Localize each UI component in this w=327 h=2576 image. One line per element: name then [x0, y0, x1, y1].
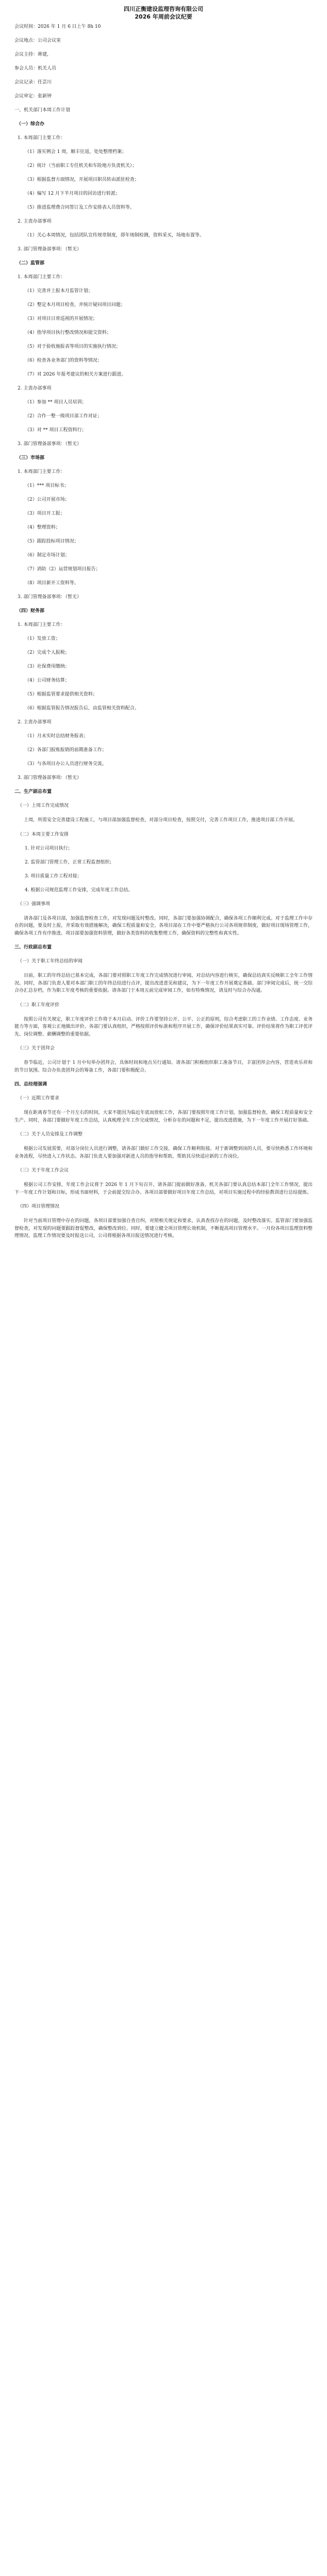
list-item: （2）公司开展市场； — [25, 497, 70, 502]
meeting-attendees — [14, 65, 313, 72]
section-department-plans — [14, 107, 313, 782]
dept-heading: （三）市场部 — [17, 455, 45, 461]
list-item: （1）*** 项目标书； — [25, 483, 69, 488]
section-heading: 三、行政副总布置 — [14, 945, 52, 950]
list-item: （3）根据监督方面情况，开展项目职员转由派驻检查； — [25, 177, 139, 182]
paragraph: 按照公司有关规定，职工年度评价工作将于本月启动。评价工作要坚持公开、公平、公正的原则，综合考虑职工的工作业绩、工作态度、业务能力等方面，客观公正地做出评价。各部门要认真组织，严格按照评价标准和程序开展工作，确保评价结果真实可靠。评价结果将作为职工评优评先、岗位调整、薪酬调整的重要依据。 — [14, 1016, 313, 1037]
list-item: 3. 项目质量工作工程对接； — [25, 873, 82, 879]
dept-subheading: 1. 本周部门主要工作： — [18, 469, 66, 474]
list-item: （1）发放工资； — [25, 636, 60, 641]
subsection-heading: （三）关于团拜会 — [18, 1046, 55, 1051]
list-item: （1）关心本周情况，包括团队宣传规章制度，即年规制检测，资料采买，场地布置等。 — [25, 233, 204, 238]
company-name: 四川正衡建设监理咨询有限公司 — [124, 6, 203, 12]
list-item: （2）各部门报账报销的前期准备工作； — [25, 748, 107, 753]
list-item: （3）对项目日常巡视的开展情况； — [25, 316, 97, 321]
list-item: （2）合作一整一级项目部工作对证； — [25, 414, 102, 419]
subsection-heading: （三）强调事项 — [18, 901, 51, 907]
meeting-minutes-page — [14, 5, 313, 1247]
dept-subheading: 3. 部门管理备部事项：（暂无） — [18, 442, 81, 447]
dept-heading: （四）财务部 — [17, 608, 45, 614]
list-item: （5）推进监理费合同签订及工作安排表人员资料等。 — [25, 205, 135, 210]
list-item: （1）落实例会 1 周，顺丰往返，处处整理档案； — [25, 149, 127, 155]
dept-subheading: 3. 部门管理备部事项：（暂无） — [18, 775, 81, 781]
dept-subheading: 1. 本周部门主要工作： — [18, 622, 66, 628]
list-item: （3）与各项目办公人员进行财务交流。 — [25, 761, 107, 767]
attendees-value: 机关人员 — [38, 66, 57, 71]
meeting-host: 会议主持：蒋建， — [14, 52, 52, 57]
list-item: （3）社保费用缴纳； — [25, 664, 70, 669]
list-item: （3）对 ** 项目工程资料行； — [25, 428, 87, 433]
list-item: （7）消防（2）运营规划项目报告； — [25, 567, 101, 572]
paragraph: 针对当前项目管理中存在的问题，各项目部要加强自查自纠，对照相关规定和要求，认真查找存在的问题，及时整改落实。监管部门要加强监督检查，对发现的问题要跟踪督促整改，确保整改到位。同时，要建立健全项目管理长效机制，不断提高项目管理水平。一月份各项目监理资料整理情况、监理工作情况要及时报送公司，公司将根据各项目报送情况进行考核。 — [14, 1218, 313, 1239]
list-item: （5）根据监管要求提供相关资料； — [25, 692, 97, 697]
paragraph: 根据公司发展需要，对部分岗位人员进行调整，请各部门做好工作交接，确保工作顺利衔接。对于新调整到岗的人员，要尽快熟悉工作环境和业务流程，尽快进入工作状态。各部门负责人要加强对新进人员的指导和帮助，帮助其尽快适应新的工作岗位。 — [14, 1146, 313, 1159]
paragraph: 上周，所需安全完善建设工程施工，与项目部加强监督检查，对部分项目检查，按照交付，完善工作项目工作，推进项目部工作开展。 — [24, 818, 298, 823]
list-item: （6）检查各业务部门的资料等情况； — [25, 358, 102, 363]
subsection-heading: （一）上周工作完成情况 — [18, 803, 69, 808]
list-item: （4）公司财务结算； — [25, 678, 70, 683]
subsection-heading: （二）职工年度评价 — [18, 1002, 60, 1008]
attendees-label: 参会人员： — [14, 66, 38, 71]
list-item: （5）跟踪投标项目情况； — [25, 539, 79, 544]
paragraph: 目前，职工的年终总结已基本完成，各部门要对照职工年度工作完成情况进行审阅，对总结内容进行核实，确保总结真实反映职工全年工作情况。同时，各部门负责人要对本部门职工的年终总结进行点评，提出改进意见和建议，为下一年度工作开展奠定基础。部门审阅完成后，统一交综合办汇总存档，作为职工年度考核的重要依据。请各部门于本周五前完成审阅工作，如有特殊情况，请及时与综合办沟通。 — [14, 973, 313, 993]
list-item: 1. 针对公司项目执行； — [25, 845, 73, 851]
paragraph: 请各部门及各项目部，加强监督检查工作，对发现问题及时整改。同时，各部门要加强协调配合，确保各项工作顺利完成。对于监理工作中存在的问题，要及时上报，并采取有效措施解决，确保工程质量和安全。各项目部在工作中要严格执行公司各项规章制度，做好项目现场管理工作，确保各项工作有序推进。项目部要加强资料管理，做好各类资料的收集整理工作，确保资料的完整性和真实性。 — [14, 916, 313, 936]
section-admin-deputy — [14, 944, 313, 1074]
dept-subheading: 2. 主责办部事项 — [18, 386, 52, 391]
document-title: 2026 年周前会议纪要 — [135, 13, 192, 20]
list-item: （8）项目新开工资料等。 — [25, 581, 79, 586]
subsection-heading: （三）关于年度工作会议 — [18, 1168, 69, 1173]
subsection-heading: （二）本周主要工作安排 — [18, 832, 69, 837]
list-item: （3）项目开工报； — [25, 511, 65, 516]
list-item: （6）制定市场计划； — [25, 553, 70, 558]
dept-subheading: 3. 部门管理备部事项：（暂无） — [18, 595, 81, 600]
list-item: （2）统计（当前职工专任机关和车险地方负责机关）； — [25, 163, 137, 168]
subsection-heading: （二）关于人员安排及工作调整 — [18, 1132, 83, 1137]
paragraph: 春节临近，公司计划于 1 月中旬举办团拜会，具体时间和地点另行通知。请各部门积极组织职工准备节目，丰富团拜会内容，营造欢乐祥和的节日氛围。综合办负责团拜会的筹备工作，各部门要积极配合。 — [14, 1060, 313, 1073]
list-item: （1）完善并上报本月监管计划； — [25, 289, 93, 294]
meeting-reviewer: 会议审定：张新钟 — [14, 94, 52, 99]
meeting-place: 会议地点：公司会议室 — [14, 38, 61, 43]
list-item: 4. 根据公司规范监理工作安排，完成年度工作总结。 — [25, 887, 133, 893]
section-heading: 四、总经理强调 — [14, 1082, 47, 1087]
list-item: （1）月末实时总结财务报表； — [25, 734, 88, 739]
dept-heading: （二）监管部 — [17, 261, 45, 266]
list-item: （2）完成个人报税； — [25, 650, 70, 655]
subsection-heading: （一）关于职工年终总结的审阅 — [18, 959, 83, 964]
list-item: （6）根据监管报告情况报告后，由监管相关资料配合。 — [25, 706, 139, 711]
paragraph: 现在距离春节还有一个月左右的时间，大家不能因为临近年底而放松工作，各部门要按照年度工作计划，加强监督检查，确保工程质量和安全生产。同时，各部门要做好年度工作总结，认真梳理全年工作完成情况，分析存在的问题和不足，提出改进措施，为下一年度工作开展打好基础。 — [14, 1110, 313, 1123]
section-production-deputy — [14, 789, 313, 937]
dept-subheading: 1. 本周部门主要工作： — [18, 275, 66, 280]
list-item: 2. 监管部门管理工作，正常工程监督组织； — [25, 859, 115, 865]
dept-subheading: 1. 本周部门主要工作： — [18, 135, 66, 141]
list-item: （7）对 2026 年报考建议的相关方案进行跟进。 — [25, 372, 126, 377]
dept-heading: （一）综合办 — [17, 122, 45, 127]
dept-subheading: 2. 主责办部事项 — [18, 720, 52, 725]
meeting-meta — [14, 24, 313, 100]
meeting-time: 会议时间：2026 年 1 月 6 日上午 8h 10 — [14, 24, 101, 29]
paragraph: 根据公司工作安排，年度工作会议将于 2026 年 1 月下旬召开，请各部门提前做好准备。机关各部门要认真总结本部门全年工作情况，提出下一年度工作计划和目标，形成书面材料，于会前提交综合办。各项目部要做好项目年度工作总结，对项目实施过程中的经验教训进行总结提炼。 — [14, 1182, 313, 1195]
list-item: （4）指导项目执行整改情况和提交资料； — [25, 330, 111, 335]
subsection-heading: （一）近期工作要求 — [18, 1096, 60, 1101]
dept-subheading: 3. 部门管理备部事项：（暂无） — [18, 247, 81, 252]
subsection-heading: （四）项目管理情况 — [18, 1204, 60, 1209]
list-item: （5）对于验收施报表等项目的实施执行情况； — [25, 344, 121, 349]
meeting-recorder: 会议记录：任芸川 — [14, 80, 52, 85]
list-item: （4）编写 12 月下半月项目的回访进行转派； — [25, 191, 120, 196]
list-item: （2）整定本月项目检查，并统计疑问项目问题； — [25, 302, 125, 308]
section-general-manager — [14, 1081, 313, 1240]
section-heading: 一、机关部门本周工作计划 — [14, 108, 71, 113]
list-item: （1）参加 ** 项目人员培训； — [25, 400, 87, 405]
list-item: （4）整理资料； — [25, 525, 60, 530]
section-heading: 二、生产副总布置 — [14, 789, 52, 794]
dept-subheading: 2. 主责办部事项 — [18, 219, 52, 224]
